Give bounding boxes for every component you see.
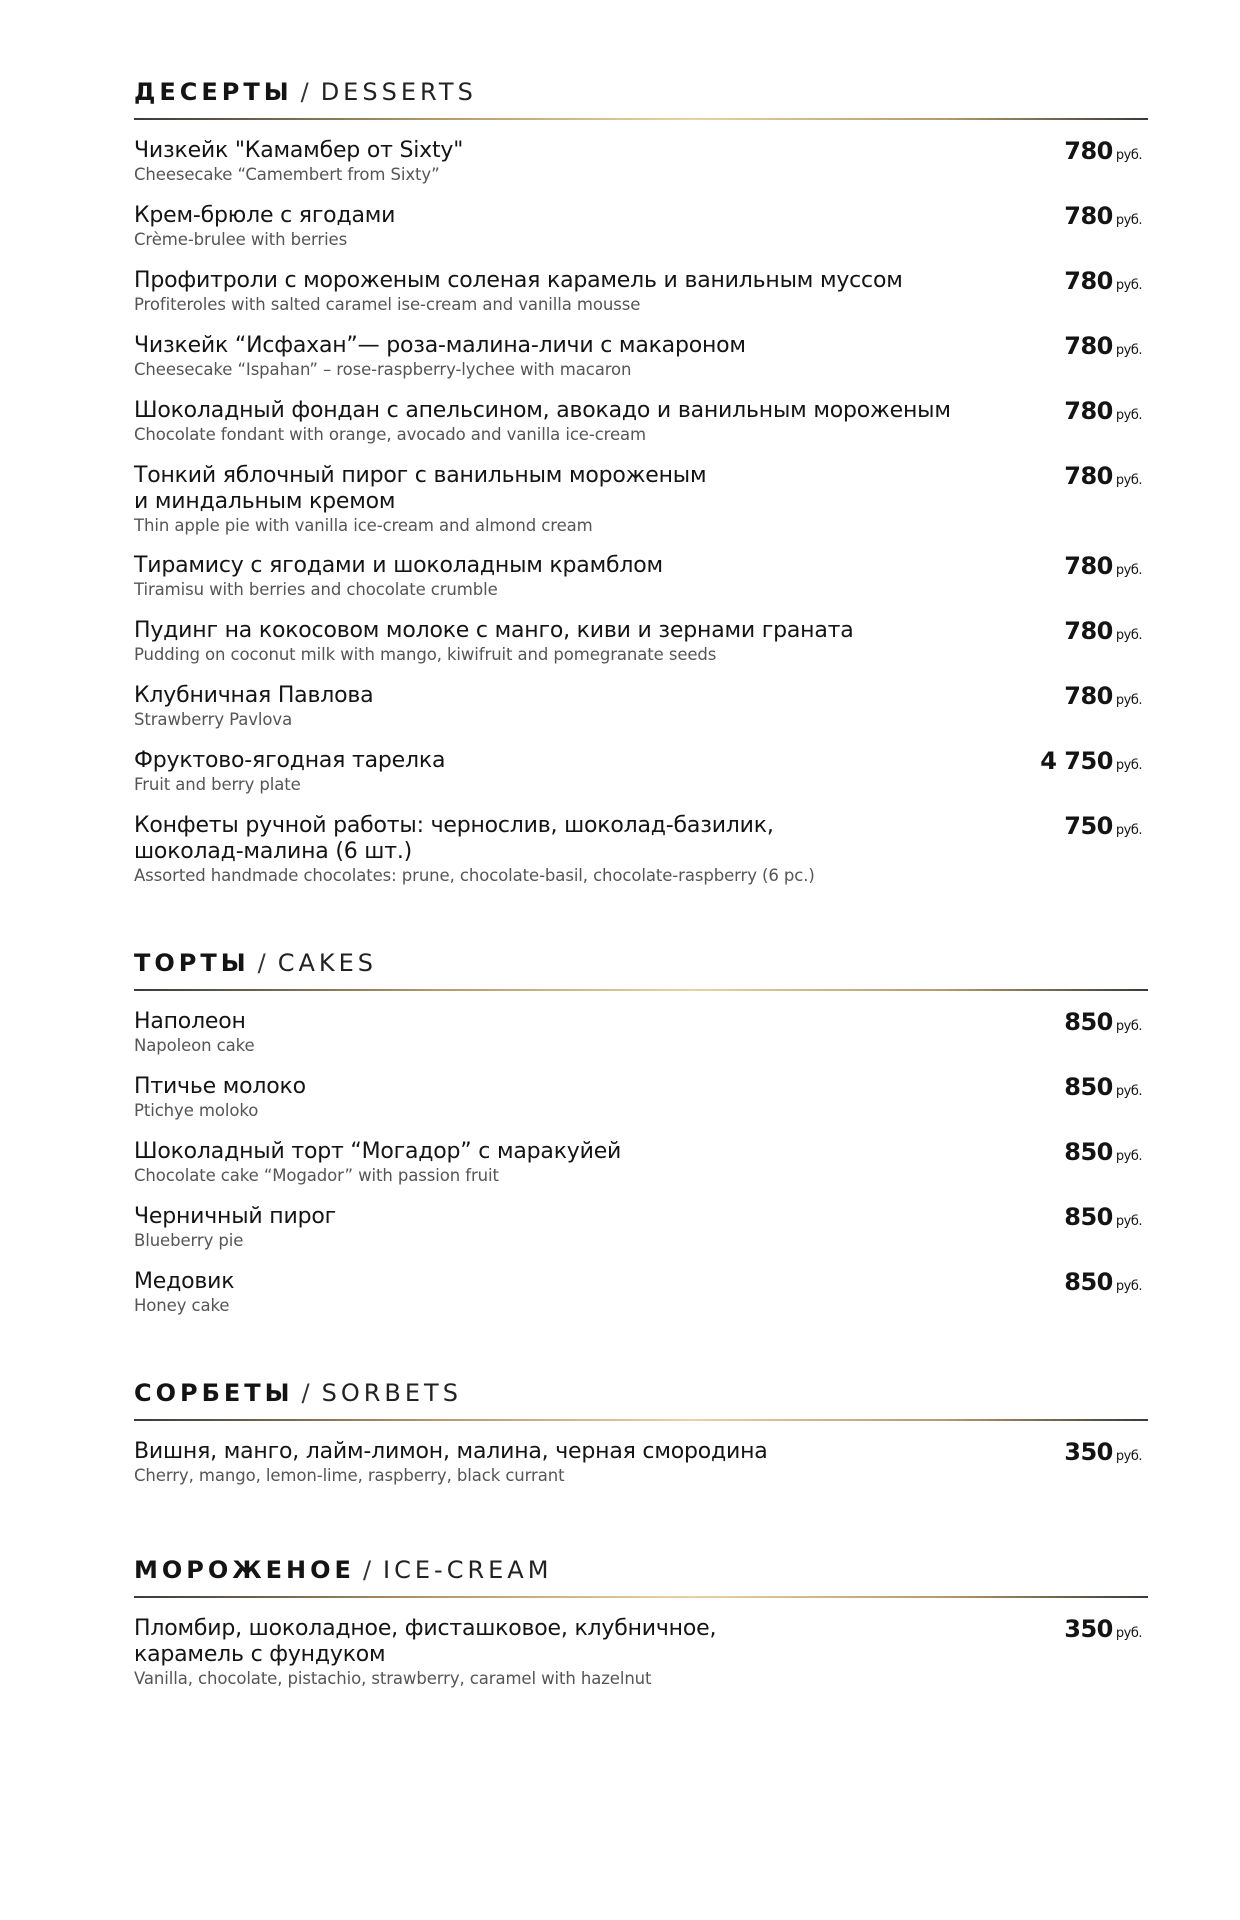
price-value: 850 — [1064, 1073, 1113, 1101]
item-title: Пудинг на кокосовом молоке с манго, киви и зернами граната — [134, 618, 854, 643]
menu-item — [134, 683, 1148, 731]
menu-item — [134, 1009, 1148, 1057]
price-currency: руб. — [1115, 1149, 1142, 1164]
menu-section-sorbets — [134, 1375, 1148, 1504]
item-description: Cherry, mango, lemon-lime, raspberry, black currant — [134, 1466, 565, 1485]
price-currency: руб. — [1115, 1626, 1142, 1641]
menu-item — [134, 1269, 1148, 1317]
item-price — [1064, 268, 1142, 299]
price-currency: руб. — [1115, 473, 1142, 488]
item-price — [1064, 1616, 1142, 1647]
section-title-ru: МОРОЖЕНОЕ — [134, 1556, 355, 1584]
item-price — [1064, 1009, 1142, 1040]
price-value: 780 — [1064, 267, 1113, 295]
item-title: Фруктово-ягодная тарелка — [134, 748, 446, 773]
price-currency: руб. — [1115, 213, 1142, 228]
item-price — [1064, 683, 1142, 714]
item-price — [1064, 553, 1142, 584]
item-description: Thin apple pie with vanilla ice-cream and almond cream — [134, 516, 593, 535]
section-title-en: ICE-CREAM — [383, 1556, 553, 1584]
price-value: 780 — [1064, 552, 1113, 580]
section-divider — [134, 118, 1148, 120]
section-title-en: SORBETS — [321, 1379, 462, 1407]
item-price — [1040, 748, 1142, 779]
menu-item — [134, 333, 1148, 381]
item-description: Ptichye moloko — [134, 1101, 259, 1120]
item-price — [1064, 138, 1142, 169]
section-divider — [134, 1596, 1148, 1598]
item-price — [1064, 813, 1142, 844]
price-currency: руб. — [1115, 278, 1142, 293]
menu-item — [134, 1204, 1148, 1252]
item-description: Strawberry Pavlova — [134, 710, 293, 729]
item-description: Profiteroles with salted caramel ise-cream and vanilla mousse — [134, 295, 641, 314]
price-value: 850 — [1064, 1138, 1113, 1166]
section-divider — [134, 1419, 1148, 1421]
section-separator: / — [362, 1556, 376, 1584]
price-currency: руб. — [1115, 1084, 1142, 1099]
item-description: Tiramisu with berries and chocolate crumble — [134, 580, 498, 599]
price-currency: руб. — [1115, 823, 1142, 838]
menu-section-ice-cream — [134, 1552, 1148, 1706]
item-title: Тонкий яблочный пирог с ванильным мороженым и миндальным кремом — [134, 463, 707, 514]
item-description: Chocolate cake “Mogador” with passion fruit — [134, 1166, 499, 1185]
section-heading — [134, 945, 1148, 981]
item-description: Assorted handmade chocolates: prune, chocolate-basil, chocolate-raspberry (6 pc.) — [134, 866, 815, 885]
price-value: 850 — [1064, 1268, 1113, 1296]
price-currency: руб. — [1115, 148, 1142, 163]
item-description: Fruit and berry plate — [134, 775, 301, 794]
section-heading — [134, 74, 1148, 110]
section-title-ru: СОРБЕТЫ — [134, 1379, 294, 1407]
section-heading — [134, 1375, 1148, 1411]
price-currency: руб. — [1115, 628, 1142, 643]
item-title: Тирамису с ягодами и шоколадным крамблом — [134, 553, 663, 578]
price-currency: руб. — [1115, 693, 1142, 708]
price-value: 750 — [1064, 812, 1113, 840]
item-description: Crème-brulee with berries — [134, 230, 348, 249]
section-title-en: CAKES — [277, 949, 378, 977]
item-description: Honey cake — [134, 1296, 230, 1315]
price-value: 780 — [1064, 137, 1113, 165]
section-separator: / — [301, 1379, 314, 1407]
item-title: Наполеон — [134, 1009, 246, 1034]
price-value: 780 — [1064, 617, 1113, 645]
menu-item — [134, 138, 1148, 186]
menu-item — [134, 748, 1148, 796]
item-title: Шоколадный торт “Могадор” с маракуйей — [134, 1139, 622, 1164]
item-title: Шоколадный фондан с апельсином, авокадо и ванильным мороженым — [134, 398, 951, 423]
price-value: 350 — [1064, 1438, 1113, 1466]
item-description: Pudding on coconut milk with mango, kiwifruit and pomegranate seeds — [134, 645, 717, 664]
section-title-ru: ТОРТЫ — [134, 949, 250, 977]
item-title: Черничный пирог — [134, 1204, 336, 1229]
section-heading — [134, 1552, 1148, 1588]
item-title: Клубничная Павлова — [134, 683, 374, 708]
menu-item — [134, 1439, 1148, 1487]
item-title: Вишня, манго, лайм-лимон, малина, черная смородина — [134, 1439, 768, 1464]
price-currency: руб. — [1115, 563, 1142, 578]
item-price — [1064, 463, 1142, 494]
price-currency: руб. — [1115, 343, 1142, 358]
price-currency: руб. — [1115, 1279, 1142, 1294]
price-value: 850 — [1064, 1008, 1113, 1036]
price-currency: руб. — [1115, 408, 1142, 423]
item-title: Чизкейк "Камамбер от Sixty" — [134, 138, 464, 163]
item-price — [1064, 1269, 1142, 1300]
section-separator: / — [300, 78, 313, 106]
item-description: Cheesecake “Ispahan” – rose-raspberry-lychee with macaron — [134, 360, 632, 379]
section-title-ru: ДЕСЕРТЫ — [134, 78, 293, 106]
item-description: Vanilla, chocolate, pistachio, strawberry, caramel with hazelnut — [134, 1669, 652, 1688]
section-title-en: DESSERTS — [320, 78, 477, 106]
price-value: 780 — [1064, 332, 1113, 360]
item-price — [1064, 333, 1142, 364]
item-description: Napoleon cake — [134, 1036, 255, 1055]
price-value: 780 — [1064, 397, 1113, 425]
menu-item — [134, 1074, 1148, 1122]
menu-section-desserts — [134, 74, 1148, 903]
menu-item — [134, 553, 1148, 601]
menu-item — [134, 1616, 1148, 1690]
item-price — [1064, 1139, 1142, 1170]
price-value: 780 — [1064, 202, 1113, 230]
item-title: Профитроли с мороженым соленая карамель и ванильным муссом — [134, 268, 903, 293]
menu-section-cakes — [134, 945, 1148, 1334]
item-price — [1064, 398, 1142, 429]
menu-item — [134, 813, 1148, 887]
menu-item — [134, 1139, 1148, 1187]
price-value: 4 750 — [1040, 747, 1113, 775]
menu-item — [134, 398, 1148, 446]
section-separator: / — [257, 949, 270, 977]
item-description: Cheesecake “Camembert from Sixty” — [134, 165, 440, 184]
item-title: Пломбир, шоколадное, фисташковое, клубничное, карамель с фундуком — [134, 1616, 717, 1667]
price-currency: руб. — [1115, 1449, 1142, 1464]
item-title: Крем-брюле с ягодами — [134, 203, 396, 228]
item-price — [1064, 203, 1142, 234]
item-title: Чизкейк “Исфахан”— роза-малина-личи с макароном — [134, 333, 746, 358]
price-value: 350 — [1064, 1615, 1113, 1643]
item-title: Птичье молоко — [134, 1074, 306, 1099]
item-description: Blueberry pie — [134, 1231, 244, 1250]
price-value: 850 — [1064, 1203, 1113, 1231]
price-currency: руб. — [1115, 758, 1142, 773]
item-price — [1064, 618, 1142, 649]
item-price — [1064, 1439, 1142, 1470]
item-price — [1064, 1074, 1142, 1105]
price-value: 780 — [1064, 682, 1113, 710]
menu-item — [134, 203, 1148, 251]
item-description: Chocolate fondant with orange, avocado and vanilla ice-cream — [134, 425, 647, 444]
section-divider — [134, 989, 1148, 991]
price-currency: руб. — [1115, 1019, 1142, 1034]
item-title: Конфеты ручной работы: чернослив, шоколад-базилик, шоколад-малина (6 шт.) — [134, 813, 774, 864]
menu-item — [134, 463, 1148, 537]
item-title: Медовик — [134, 1269, 235, 1294]
menu-item — [134, 618, 1148, 666]
menu-item — [134, 268, 1148, 316]
price-currency: руб. — [1115, 1214, 1142, 1229]
item-price — [1064, 1204, 1142, 1235]
price-value: 780 — [1064, 462, 1113, 490]
